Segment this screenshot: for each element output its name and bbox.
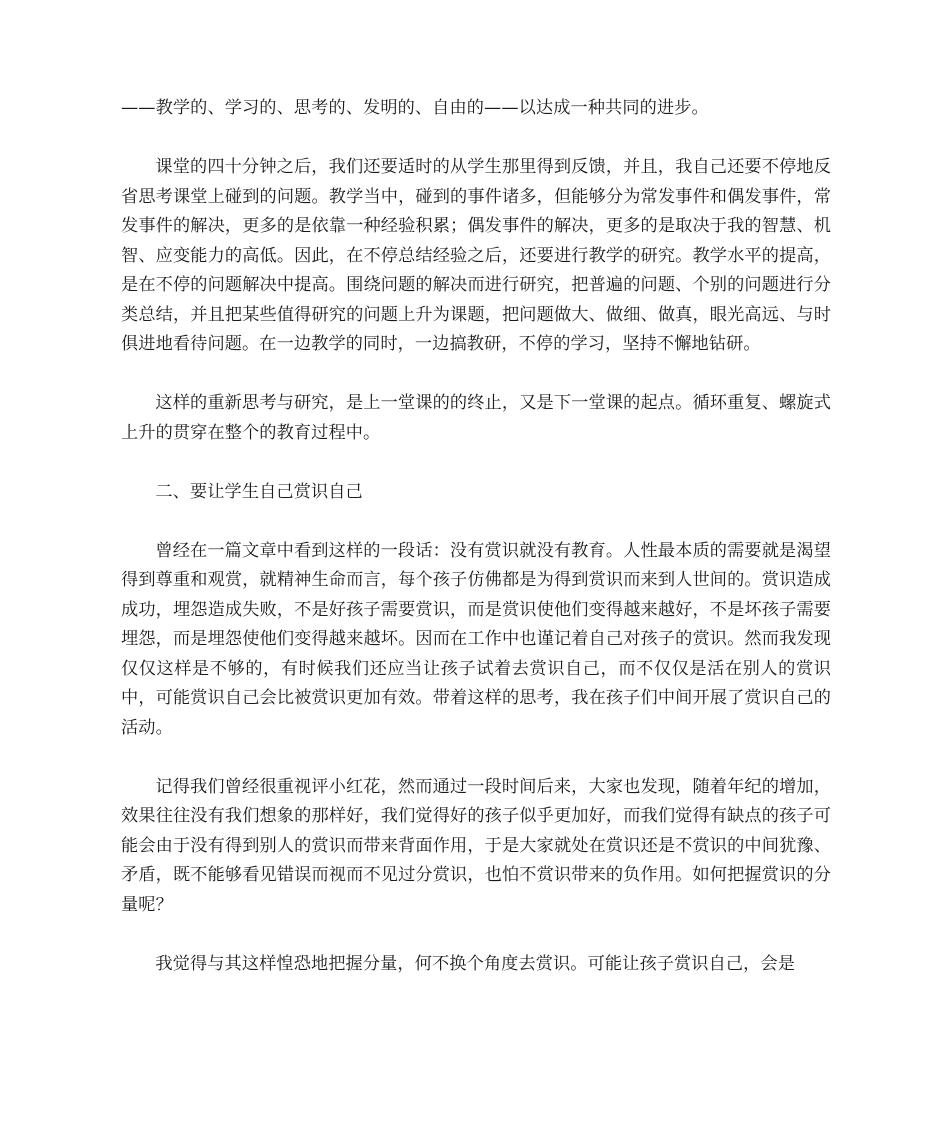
paragraph-gap (121, 920, 831, 950)
section-heading: 二、要让学生自己赏识自己 (155, 481, 363, 502)
paragraph-continuation: ——教学的、学习的、思考的、发明的、自由的——以达成一种共同的进步。 (121, 98, 709, 118)
paragraph-gap (121, 360, 831, 390)
paragraph-gap (121, 507, 831, 537)
paragraph-self-appreciation: 我觉得与其这样惶恐地把握分量，何不换个角度去赏识。可能让孩子赏识自己，会是 (155, 953, 796, 974)
document-page (121, 94, 831, 979)
paragraph-feedback-reflection: 课堂的四十分钟之后，我们还要适时的从学生那里得到反馈，并且，我自己还要不停地反省思考课堂上碰到的问题。教学当中，碰到的事件诸多，但能够分为常发事件和偶发事件，常发事件的解决，更多的是依靠一种经验积累；偶发事件的解决，更多的是取决于我的智慧、机智、应变能力的高低。因此，在不停总结经验之后，还要进行教学的研究。教学水平的提高，是在不停的问题解决中提高。围绕问题的解决而进行研究，把普遍的问题、个别的问题进行分类总结，并且把某些值得研究的问题上升为课题，把问题做大、做细、做真，眼光高远、与时俱进地看待问题。在一边教学的同时，一边搞教研，不停的学习，坚持不懈地钻研。 (121, 157, 831, 354)
paragraph-red-flowers: 记得我们曾经很重视评小红花，然而通过一段时间后来，大家也发现，随着年纪的增加，效果往往没有我们想象的那样好，我们觉得好的孩子似乎更加好，而我们觉得有缺点的孩子可能会由于没有得到别人的赏识而带来背面作用，于是大家就处在赏识还是不赏识的中间犹豫、矛盾，既不能够看见错误而视而不见过分赏识，也怕不赏识带来的负作用。如何把握赏识的分量呢？ (121, 776, 831, 915)
paragraph-gap (121, 743, 831, 773)
paragraph-gap (121, 448, 831, 478)
paragraph-gap (121, 124, 831, 154)
paragraph-appreciation: 曾经在一篇文章中看到这样的一段话：没有赏识就没有教育。人性最本质的需要就是渴望得到尊重和观赏，就精神生命而言，每个孩子仿佛都是为得到赏识而来到人世间的。赏识造成成功，埋怨造成失败，不是好孩子需要赏识，而是赏识使他们变得越来越好，不是坏孩子需要埋怨，而是埋怨使他们变得越来越坏。因而在工作中也谨记着自己对孩子的赏识。然而我发现仅仅这样是不够的，有时候我们还应当让孩子试着去赏识自己，而不仅仅是活在别人的赏识中，可能赏识自己会比被赏识更加有效。带着这样的思考，我在孩子们中间开展了赏识自己的活动。 (121, 540, 831, 738)
paragraph-rethinking-cycle: 这样的重新思考与研究，是上一堂课的的终止，又是下一堂课的起点。循环重复、螺旋式上升的贯穿在整个的教育过程中。 (121, 393, 831, 443)
